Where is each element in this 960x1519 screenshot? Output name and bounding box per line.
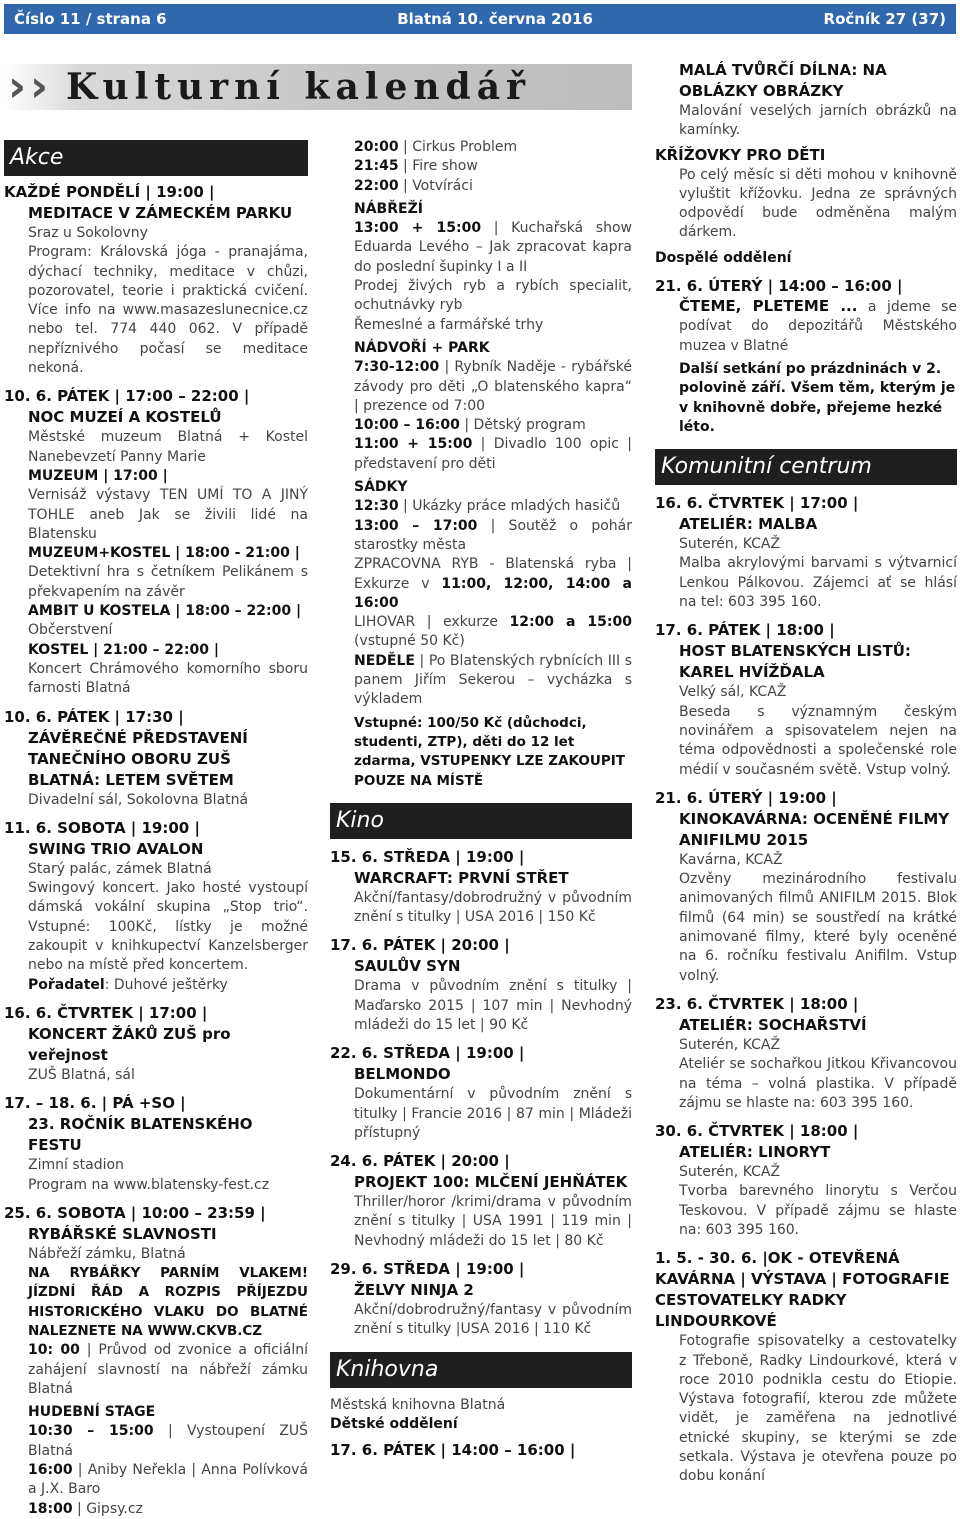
event-title: ATELIÉR: LINORYT bbox=[679, 1143, 831, 1162]
column-akce bbox=[4, 140, 308, 1519]
program-line: Prodej živých ryb a rybích specialit, ochutnávky ryb bbox=[354, 278, 632, 314]
event-rybarske-slavnosti bbox=[4, 1203, 308, 1519]
event-description: ČTEME, PLETEME ... a jdeme se podívat do depozitářů Městského muzea v Blatné bbox=[679, 297, 957, 354]
event-place: ZUŠ Blatná, sál bbox=[28, 1066, 135, 1083]
event-description: Po celý měsíc si děti mohou v knihovně vyluštit křížovku. Jedna ze správných odpovědí bude odměněna malým dárkem. bbox=[679, 166, 957, 241]
program-line: 20:00 | Cirkus Problem bbox=[354, 139, 518, 155]
film-title: SAULŮV SYN bbox=[354, 957, 461, 976]
program-line: NEDĚLE | Po Blatenských rybnících III s panem Jiřím Sekerou – vycházka s výkladem bbox=[354, 652, 632, 708]
event-title: KINOKAVÁRNA: OCENĚNÉ FILMY ANIFILMU 2015 bbox=[679, 809, 950, 849]
event-title: MEDITACE V ZÁMECKÉM PARKU bbox=[28, 204, 293, 222]
event-description: Malování veselých jarních obrázků na kamínky. bbox=[679, 103, 957, 139]
event-title: HOST BLATENSKÝCH LISTŮ: KAREL HVÍŽĎALA bbox=[679, 642, 911, 682]
event-program-link[interactable]: Program na www.blatensky-fest.cz bbox=[28, 1176, 270, 1193]
film-title: PROJEKT 100: MLČENÍ JEHŇÁTEK bbox=[354, 1173, 628, 1192]
kc-item bbox=[655, 493, 957, 612]
library-department: Dětské oddělení bbox=[330, 1415, 458, 1432]
event-date: 23. 6. ČTVRTEK | 18:00 | bbox=[655, 994, 859, 1013]
film-info: Dokumentární v původním znění s titulky | Francie 2016 | 87 min | Mládeži přístupný bbox=[354, 1086, 632, 1141]
event-date: 10. 6. PÁTEK | 17:30 | bbox=[4, 707, 184, 726]
kc-item bbox=[655, 1121, 957, 1240]
event-title: ZÁVĚREČNÉ PŘEDSTAVENÍ TANEČNÍHO OBORU ZUŠ BLATNÁ: LETEM SVĚTEM bbox=[28, 728, 248, 789]
event-title: RYBÁŘSKÉ SLAVNOSTI bbox=[28, 1224, 217, 1243]
program-line: 10:30 – 15:00 | Vystoupení ZUŠ Blatná bbox=[28, 1423, 309, 1459]
sub-event-time: MUZEUM+KOSTEL | 18:00 - 21:00 | bbox=[28, 545, 300, 562]
venue-heading: SÁDKY bbox=[354, 479, 408, 496]
event-note: Další setkání po prázdninách v 2. polovině září. Všem těm, kterým je v knihovně dobře, přejeme hezké léto. bbox=[679, 360, 956, 435]
program-line: LIHOVAR | exkurze 12:00 a 15:00 (vstupné 50 Kč) bbox=[354, 614, 632, 650]
program-line: 11:00 + 15:00 | Divadlo 100 opic | představení pro děti bbox=[354, 436, 632, 472]
event-description: Beseda s významným českým novinářem a spisovatelem nejen na téma odpovědnosti a společenské role médií v současném světě. Vstup volný. bbox=[679, 703, 957, 778]
column-right bbox=[655, 60, 957, 1487]
event-date: 30. 6. ČTVRTEK | 18:00 | bbox=[655, 1122, 859, 1141]
section-komunitni-centrum-title: Komunitní centrum bbox=[655, 449, 957, 485]
event-place: Sraz u Sokolovny bbox=[28, 225, 148, 241]
program-line: 12:30 | Ukázky práce mladých hasičů bbox=[354, 498, 621, 515]
event-description: Malba akrylovými barvami s výtvarnicí Lenkou Pálkovou. Zájemci ať se hlásí na tel: 603 395 160. bbox=[679, 555, 957, 611]
film-info: Akční/fantasy/dobrodružný v původním znění s titulky | USA 2016 | 150 Kč bbox=[354, 889, 632, 926]
event-description: Tvorba barevného linorytu s Verčou Teskovou. V případě zájmu se hlaste na: 603 395 160. bbox=[679, 1183, 957, 1238]
stage-heading: HUDEBNÍ STAGE bbox=[28, 1404, 156, 1421]
event-date: 17. – 18. 6. | PÁ +SO | bbox=[4, 1094, 186, 1113]
event-date: 1. 5. - 30. 6. |OK - OTEVŘENÁ KAVÁRNA | VÝSTAVA | FOTOGRAFIE CESTOVATELKY RADKY LINDOURKOVÉ bbox=[655, 1249, 950, 1331]
event-title: ATELIÉR: MALBA bbox=[679, 515, 818, 534]
sub-event-text: Koncert Chrámového komorního sboru farnosti Blatná bbox=[28, 660, 308, 697]
event-date: 10. 6. PÁTEK | 17:00 – 22:00 | bbox=[4, 387, 250, 406]
event-noc-muzei bbox=[4, 386, 308, 698]
event-description: Swingový koncert. Jako hosté vystoupí dámská vokální skupina „Stop trio“. Vstupné: 100Kč, lístky je možné zakoupit v knihkupectví Kanzelsberger nebo na místě před koncertem. bbox=[28, 880, 308, 974]
kc-item bbox=[655, 994, 957, 1113]
event-organizer: Pořadatel: Duhové ještěrky bbox=[28, 976, 228, 993]
event-date: 21. 6. ÚTERÝ | 14:00 – 16:00 | bbox=[655, 277, 903, 296]
program-line: 7:30-12:00 | Rybník Naděje - rybářské závody pro děti „O blatenského kapra“ | prezence od 7:00 bbox=[354, 359, 632, 414]
film-item bbox=[330, 1259, 632, 1340]
page-title: Kulturní kalendář bbox=[66, 66, 531, 108]
event-description: Ozvěny mezinárodního festivalu animovaných filmů ANIFILM 2015. Blok filmů (64 min) se soustředí na krátké animované filmy, které byly oceněné na 6. ročníku festivalu Anifilm. Vstup volný. bbox=[679, 871, 957, 984]
event-title: 23. ROČNÍK BLATENSKÉHO FESTU bbox=[28, 1115, 253, 1155]
program-line: 18:00 | Gipsy.cz bbox=[28, 1500, 143, 1517]
film-date: 29. 6. STŘEDA | 19:00 | bbox=[330, 1260, 525, 1279]
event-place: Divadelní sál, Sokolovna Blatná bbox=[28, 791, 249, 808]
train-notice: NA RYBÁŘKY PARNÍM VLAKEM! JÍZDNÍ ŘÁD A ROZPIS PŘÍJEZDU HISTORICKÉHO VLAKU DO BLATNÉ NALEZNETE NA WWW.CKVB.CZ bbox=[28, 1265, 308, 1339]
event-place: Městské muzeum Blatná + Kostel Nanebevzetí Panny Marie bbox=[28, 429, 308, 465]
event-place: Suterén, KCAŽ bbox=[679, 536, 781, 553]
program-line: 21:45 | Fire show bbox=[354, 158, 478, 175]
sub-event-time: MUZEUM | 17:00 | bbox=[28, 467, 168, 484]
sub-event-time: KOSTEL | 21:00 – 22:00 | bbox=[28, 641, 219, 658]
program-line: 22:00 | Votvíráci bbox=[354, 177, 473, 194]
film-date: 17. 6. PÁTEK | 20:00 | bbox=[330, 936, 510, 955]
event-place: Suterén, KCAŽ bbox=[679, 1036, 781, 1053]
issue-header-bar bbox=[4, 4, 956, 34]
event-description: Ateliér se sochařkou Jitkou Křivancovou na téma – volná plastika. V případě zájmu se hlaste na: 603 395 160. bbox=[679, 1056, 957, 1111]
calendar-banner bbox=[4, 61, 632, 112]
event-description: Program: Královská jóga - pranajáma, dýchací techniky, meditace v chůzi, pozorovatel, teorie i praktická cvičení. Více info na www.masazeslunecnice.cz nebo tel. 774 440 062. V případě nepříznivého počasí se meditace nekoná. bbox=[28, 244, 308, 377]
kc-item-exhibition bbox=[655, 1248, 957, 1486]
event-date: KAŽDÉ PONDĚLÍ | 19:00 | bbox=[4, 183, 215, 201]
program-line: 10:00 – 16:00 | Dětský program bbox=[354, 417, 586, 434]
film-item bbox=[330, 1043, 632, 1143]
film-date: 24. 6. PÁTEK | 20:00 | bbox=[330, 1152, 510, 1171]
event-title: ATELIÉR: SOCHAŘSTVÍ bbox=[679, 1015, 867, 1034]
film-title: BELMONDO bbox=[354, 1065, 451, 1084]
event-title: MALÁ TVŮRČÍ DÍLNA: NA OBLÁZKY OBRÁZKY bbox=[679, 61, 887, 100]
program-line: 13:00 + 15:00 | Kuchařská show Eduarda Levého – Jak zpracovat kapra do poslední šupinky I a II bbox=[354, 220, 632, 275]
film-title: ŽELVY NINJA 2 bbox=[354, 1281, 474, 1300]
venue-heading: NÁBŘEŽÍ bbox=[354, 200, 423, 217]
event-date: 11. 6. SOBOTA | 19:00 | bbox=[4, 818, 200, 837]
event-date: 25. 6. SOBOTA | 10:00 – 23:59 | bbox=[4, 1203, 266, 1222]
sub-event-time: AMBIT U KOSTELA | 18:00 – 22:00 | bbox=[28, 603, 302, 620]
event-place: Kavárna, KCAŽ bbox=[679, 851, 783, 868]
event-date: 17. 6. PÁTEK | 14:00 – 16:00 | bbox=[330, 1441, 576, 1460]
film-title: WARCRAFT: PRVNÍ STŘET bbox=[354, 868, 569, 887]
event-title: KŘÍŽOVKY PRO DĚTI bbox=[655, 145, 826, 164]
event-swing-trio bbox=[4, 818, 308, 995]
event-date: 17. 6. PÁTEK | 18:00 | bbox=[655, 621, 835, 640]
program-line: Řemeslné a farmářské trhy bbox=[354, 316, 544, 333]
kc-item bbox=[655, 620, 957, 779]
event-place: Zimní stadion bbox=[28, 1157, 124, 1174]
library-name: Městská knihovna Blatná bbox=[330, 1396, 506, 1413]
event-place: Suterén, KCAŽ bbox=[679, 1164, 781, 1181]
program-line: 10: 00 | Průvod od zvonice a oficiální zahájení slavností na nábřeží zámku Blatná bbox=[28, 1342, 308, 1397]
sub-event-text: Detektivní hra s četníkem Pelikánem s překvapením na závěr bbox=[28, 564, 308, 600]
sub-event-text: Vernisáž výstavy TEN UMÍ TO A JINÝ TOHLE aneb Jak se živili lidé na Blatensku bbox=[28, 487, 308, 542]
issue-number: Číslo 11 / strana 6 bbox=[14, 10, 167, 28]
chevron-right-icon: › bbox=[8, 61, 27, 112]
program-line: 16:00 | Aniby Neřekla | Anna Polívková a J.X. Baro bbox=[28, 1462, 308, 1498]
section-kino-title: Kino bbox=[330, 803, 632, 839]
chevron-right-icon: › bbox=[30, 61, 49, 112]
film-item bbox=[330, 935, 632, 1035]
kc-item bbox=[655, 788, 957, 986]
event-date: 21. 6. ÚTERÝ | 19:00 | bbox=[655, 788, 837, 807]
event-date: 16. 6. ČTVRTEK | 17:00 | bbox=[655, 494, 859, 513]
event-date: 16. 6. ČTVRTEK | 17:00 | bbox=[4, 1003, 208, 1022]
event-koncert-zaku bbox=[4, 1003, 308, 1085]
program-line: ZPRACOVNA RYB - Blatenská ryba | Exkurze v 11:00, 12:00, 14:00 a 16:00 bbox=[354, 556, 632, 611]
program-line: 13:00 – 17:00 | Soutěž o pohár starostky města bbox=[354, 517, 632, 553]
issue-volume: Ročník 27 (37) bbox=[823, 10, 946, 28]
film-info: Drama v původním znění s titulky | Maďarsko 2015 | 107 min | Nevhodný mládeži do 15 let | 90 Kč bbox=[354, 978, 632, 1033]
library-department: Dospělé oddělení bbox=[655, 249, 792, 266]
section-knihovna-title: Knihovna bbox=[330, 1352, 632, 1388]
film-date: 22. 6. STŘEDA | 19:00 | bbox=[330, 1044, 525, 1063]
event-blatensky-fest bbox=[4, 1093, 308, 1195]
event-title: NOC MUZEÍ A KOSTELŮ bbox=[28, 408, 222, 427]
film-item bbox=[330, 1151, 632, 1251]
event-meditace bbox=[4, 182, 308, 378]
film-info: Thriller/horor /krimi/drama v původním znění s titulky | USA 1991 | 119 min | Nevhodný mládeži do 15 let | 80 Kč bbox=[354, 1194, 632, 1249]
entry-notice: Vstupné: 100/50 Kč (důchodci, studenti, ZTP), děti do 12 let zdarma, VSTUPENKY LZE ZAKOUPIT POUZE NA MÍSTĚ bbox=[354, 714, 625, 789]
film-info: Akční/dobrodružný/fantasy v původním znění s titulky |USA 2016 | 110 Kč bbox=[354, 1302, 632, 1338]
event-title: SWING TRIO AVALON bbox=[28, 839, 204, 858]
sub-event-text: Občerstvení bbox=[28, 622, 113, 639]
section-akce-title: Akce bbox=[4, 140, 308, 176]
issue-date: Blatná 10. června 2016 bbox=[397, 10, 593, 28]
event-title: KONCERT ŽÁKŮ ZUŠ pro veřejnost bbox=[28, 1024, 231, 1064]
event-description: Fotografie spisovatelky a cestovatelky z Třeboně, Radky Lindourkové, která v roce 2010 podnikla cestu do Etiopie. Výstava fotografií, kterou zde můžete vidět, je zaměřena na jednotlivé etnické skupiny, se kterými se zde setkala. Výstava je otevřena pouze po dobu konání bbox=[679, 1333, 957, 1485]
film-date: 15. 6. STŘEDA | 19:00 | bbox=[330, 847, 525, 866]
event-cteme-pleteme bbox=[655, 276, 957, 437]
event-place: Nábřeží zámku, Blatná bbox=[28, 1245, 186, 1262]
film-item bbox=[330, 847, 632, 928]
event-place: Velký sál, KCAŽ bbox=[679, 684, 787, 701]
event-zaverecne-predstaveni bbox=[4, 707, 308, 810]
column-middle bbox=[330, 138, 632, 1461]
event-place: Starý palác, zámek Blatná bbox=[28, 860, 212, 877]
venue-heading: NÁDVOŘÍ + PARK bbox=[354, 339, 490, 356]
